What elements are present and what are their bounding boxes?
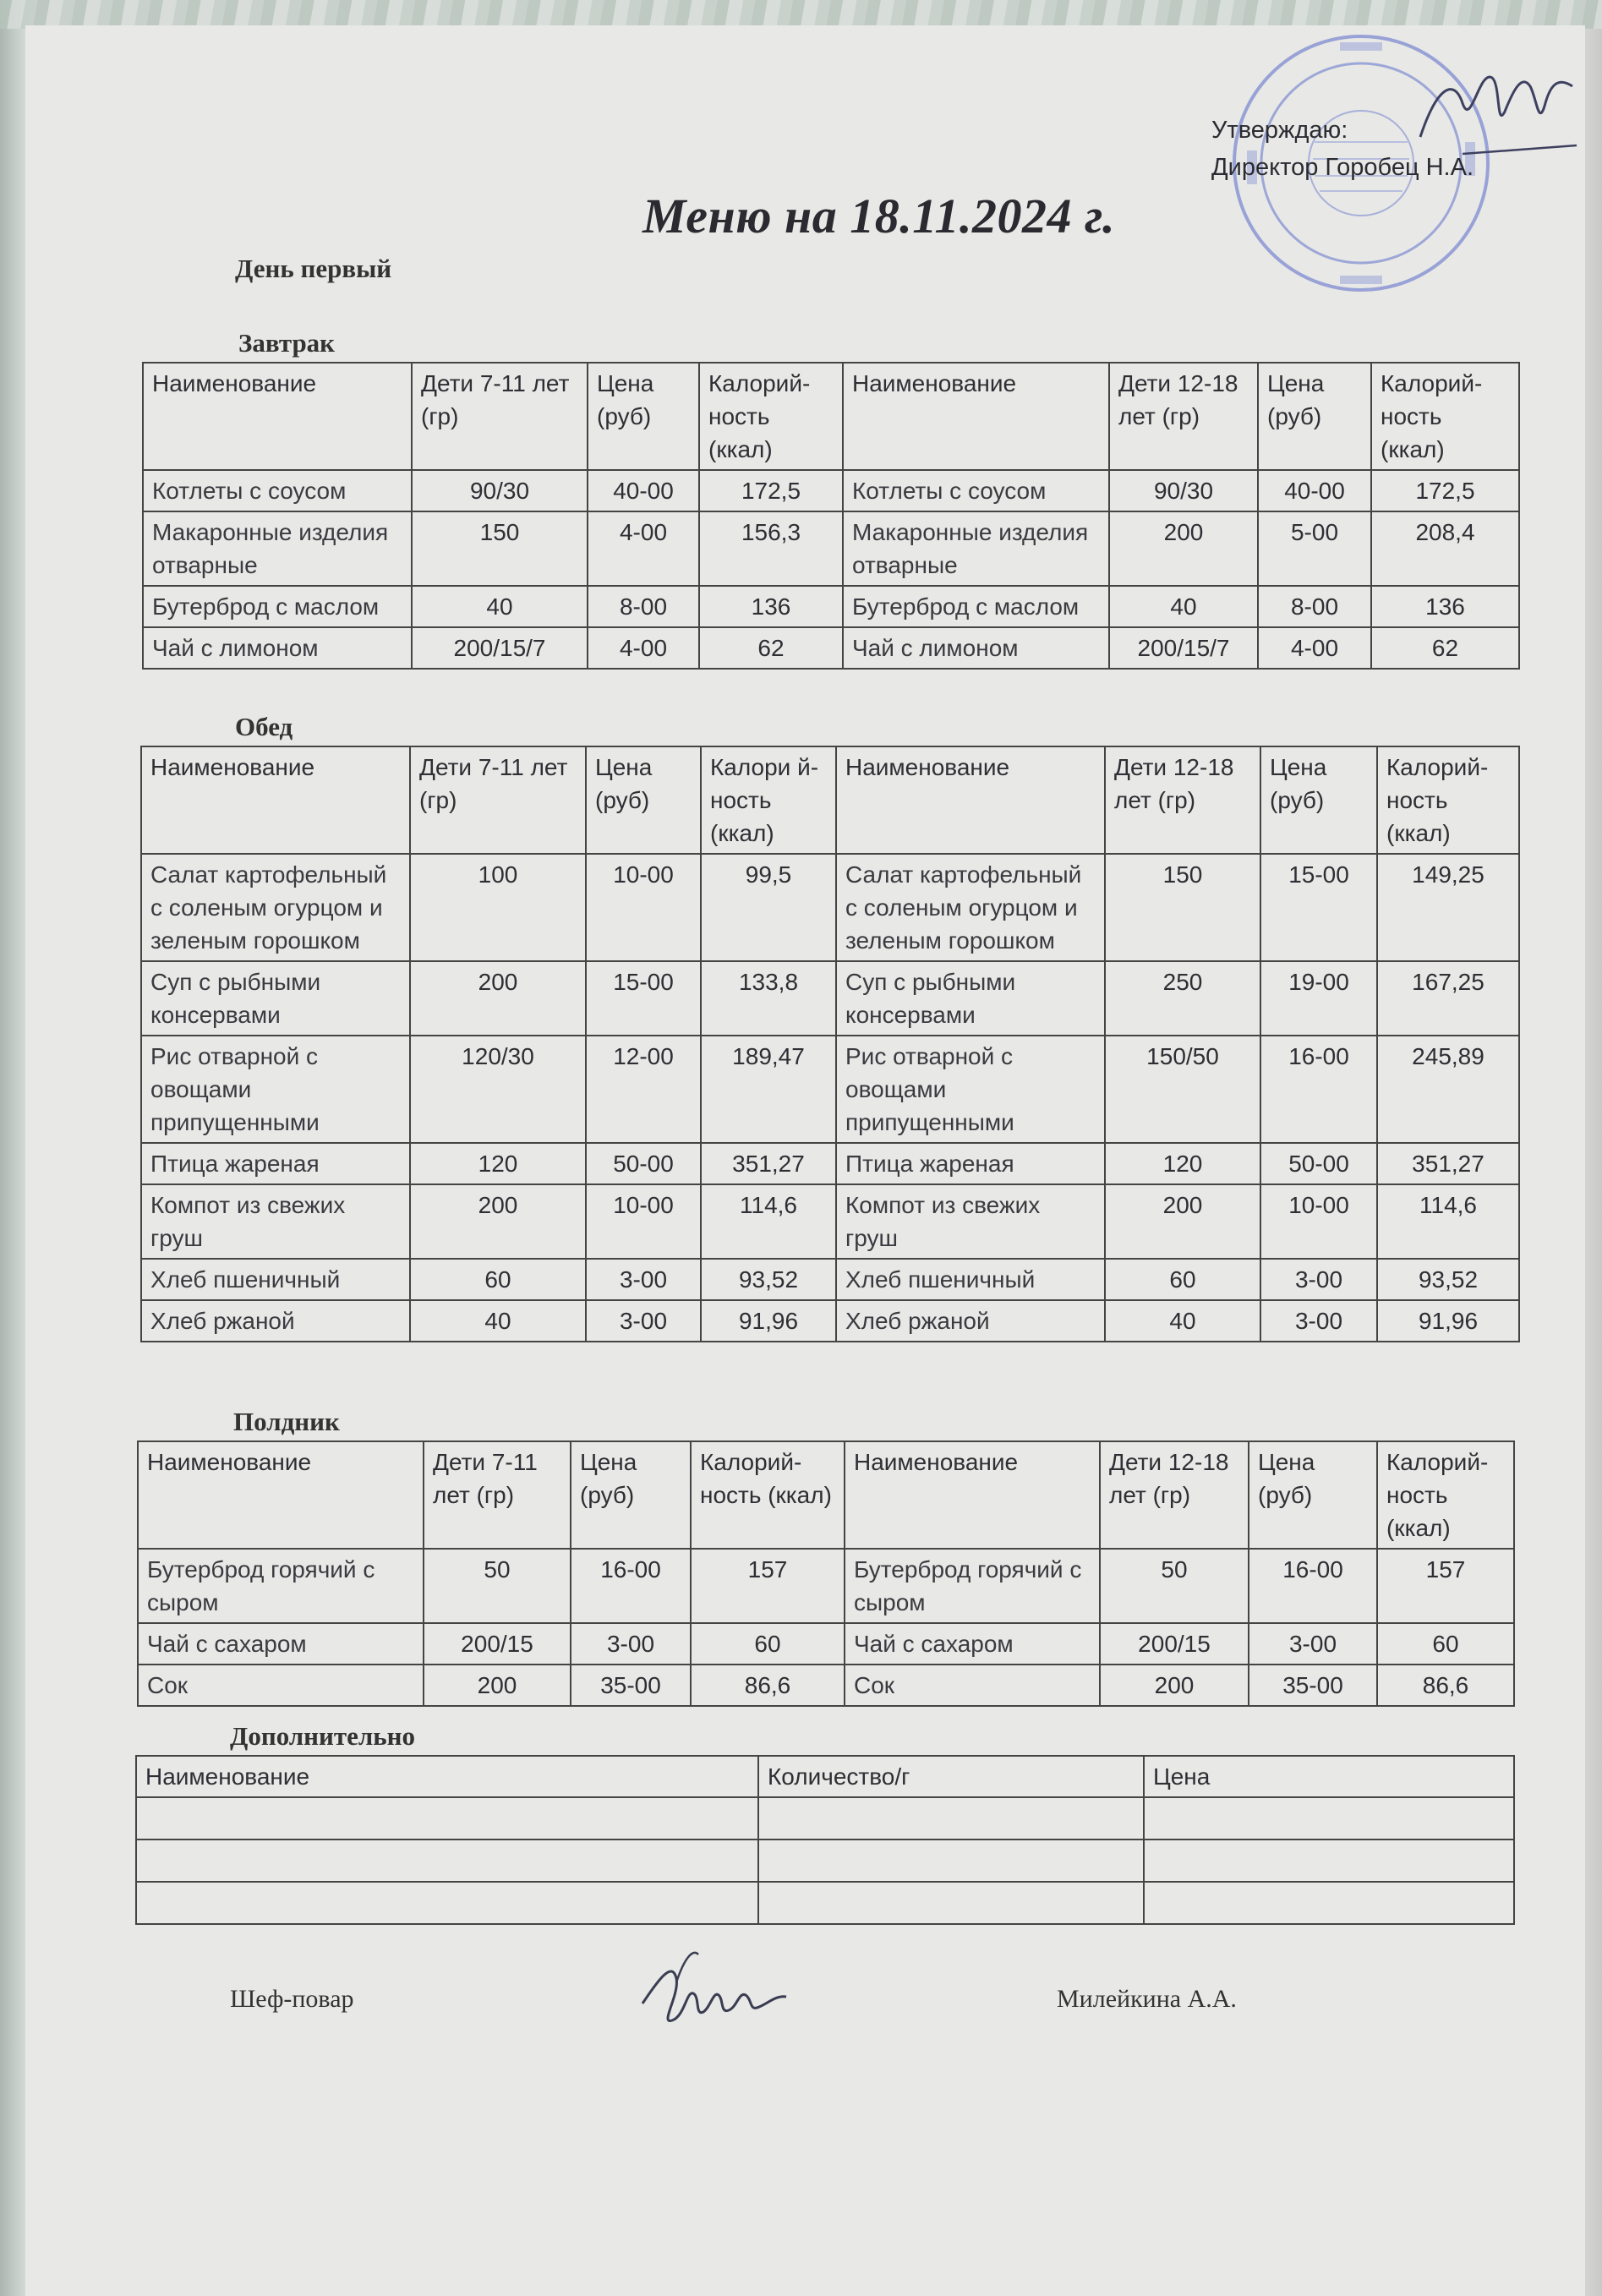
column-header: Дети 12-18 лет (гр) <box>1109 363 1258 470</box>
table-cell: Чай с лимоном <box>843 627 1109 669</box>
table-cell: Салат картофельный с соленым огурцом и зеленым горошком <box>141 854 410 961</box>
table-cell: Котлеты с соусом <box>143 470 412 511</box>
table-row <box>141 1036 1519 1143</box>
column-header: Дети 7-11 лет (гр) <box>424 1441 571 1549</box>
table-cell: 40 <box>1105 1300 1260 1342</box>
table-cell: Салат картофельный с соленым огурцом и зеленым горошком <box>836 854 1105 961</box>
table-cell: 200/15/7 <box>1109 627 1258 669</box>
table-cell: 16-00 <box>571 1549 691 1623</box>
table-cell: Хлеб пшеничный <box>141 1259 410 1300</box>
table-cell: 120 <box>410 1143 586 1184</box>
table-cell: Макаронные изделия отварные <box>843 511 1109 586</box>
column-header: Дети 7-11 лет (гр) <box>410 746 586 854</box>
table-cell: 50 <box>1100 1549 1249 1623</box>
table-cell: 3-00 <box>571 1623 691 1665</box>
table-cell: 93,52 <box>701 1259 836 1300</box>
table-cell: 90/30 <box>1109 470 1258 511</box>
column-header: Наименование <box>136 1756 758 1797</box>
table-cell: Рис отварной с овощами припущенными <box>141 1036 410 1143</box>
table-cell: 200 <box>1105 1184 1260 1259</box>
column-header: Цена (руб) <box>588 363 699 470</box>
table-cell: 86,6 <box>1377 1665 1514 1706</box>
table-cell: 8-00 <box>1258 586 1371 627</box>
table-cell: 200/15 <box>1100 1623 1249 1665</box>
lunch-header-row <box>141 746 1519 854</box>
table-cell: 40 <box>412 586 588 627</box>
table-row <box>143 586 1519 627</box>
table-cell: 8-00 <box>588 586 699 627</box>
table-cell <box>136 1882 758 1924</box>
table-cell: 200 <box>424 1665 571 1706</box>
table-cell: 50-00 <box>1260 1143 1377 1184</box>
column-header: Дети 7-11 лет (гр) <box>412 363 588 470</box>
column-header: Наименование <box>845 1441 1100 1549</box>
table-cell: 172,5 <box>699 470 843 511</box>
table-cell: 157 <box>691 1549 845 1623</box>
table-cell: 10-00 <box>586 1184 701 1259</box>
table-row <box>141 854 1519 961</box>
table-row <box>136 1882 1514 1924</box>
column-header: Цена (руб) <box>1249 1441 1377 1549</box>
column-header: Калорий-ность (ккал) <box>699 363 843 470</box>
table-cell: Чай с сахаром <box>138 1623 424 1665</box>
table-cell: 351,27 <box>1377 1143 1519 1184</box>
table-cell: Сок <box>845 1665 1100 1706</box>
table-cell: Хлеб ржаной <box>141 1300 410 1342</box>
table-cell <box>136 1840 758 1882</box>
table-row <box>136 1797 1514 1840</box>
table-cell: 91,96 <box>701 1300 836 1342</box>
table-row <box>143 511 1519 586</box>
table-row <box>138 1549 1514 1623</box>
table-row <box>141 961 1519 1036</box>
table-cell: 99,5 <box>701 854 836 961</box>
chef-name: Милейкина А.А. <box>1057 1985 1237 2013</box>
approval-block <box>1211 112 1474 186</box>
table-cell: Чай с лимоном <box>143 627 412 669</box>
table-cell: 172,5 <box>1371 470 1519 511</box>
table-row <box>143 470 1519 511</box>
table-cell: 5-00 <box>1258 511 1371 586</box>
table-cell <box>1144 1797 1514 1840</box>
table-cell: 136 <box>1371 586 1519 627</box>
table-cell: 156,3 <box>699 511 843 586</box>
table-cell: 157 <box>1377 1549 1514 1623</box>
snack-header-row <box>138 1441 1514 1549</box>
table-cell: 136 <box>699 586 843 627</box>
table-cell: 93,52 <box>1377 1259 1519 1300</box>
column-header: Калорий-ность (ккал) <box>1377 1441 1514 1549</box>
table-cell: 15-00 <box>1260 854 1377 961</box>
table-cell: 91,96 <box>1377 1300 1519 1342</box>
table-cell: 12-00 <box>586 1036 701 1143</box>
table-cell: 10-00 <box>586 854 701 961</box>
table-cell: 100 <box>410 854 586 961</box>
table-cell: 60 <box>691 1623 845 1665</box>
table-cell: 351,27 <box>701 1143 836 1184</box>
column-header: Количество/г <box>758 1756 1144 1797</box>
table-cell: Хлеб ржаной <box>836 1300 1105 1342</box>
table-cell: 150 <box>412 511 588 586</box>
column-header: Калорий-ность (ккал) <box>691 1441 845 1549</box>
breakfast-table <box>142 362 1520 670</box>
table-row <box>141 1300 1519 1342</box>
table-cell: 4-00 <box>588 511 699 586</box>
table-cell: Компот из свежих груш <box>836 1184 1105 1259</box>
table-cell: Котлеты с соусом <box>843 470 1109 511</box>
snack-table <box>137 1440 1515 1707</box>
table-cell: Суп с рыбными консервами <box>141 961 410 1036</box>
table-cell: Сок <box>138 1665 424 1706</box>
table-cell: 200/15/7 <box>412 627 588 669</box>
column-header: Дети 12-18 лет (гр) <box>1105 746 1260 854</box>
table-row <box>138 1665 1514 1706</box>
table-row <box>141 1259 1519 1300</box>
table-cell: Птица жареная <box>141 1143 410 1184</box>
table-row <box>143 627 1519 669</box>
table-cell: 40 <box>410 1300 586 1342</box>
approval-line-2: Директор Горобец Н.А. <box>1211 154 1474 181</box>
table-cell: Бутерброд горячий с сыром <box>138 1549 424 1623</box>
column-header: Наименование <box>843 363 1109 470</box>
table-cell: 60 <box>410 1259 586 1300</box>
table-cell: 50 <box>424 1549 571 1623</box>
table-cell <box>758 1882 1144 1924</box>
table-cell: 40-00 <box>588 470 699 511</box>
lunch-label: Обед <box>235 712 293 741</box>
table-cell: 208,4 <box>1371 511 1519 586</box>
table-cell: 200 <box>410 961 586 1036</box>
extra-header-row <box>136 1756 1514 1797</box>
column-header: Цена (руб) <box>1260 746 1377 854</box>
column-header: Калорий-ность (ккал) <box>1377 746 1519 854</box>
table-cell: 149,25 <box>1377 854 1519 961</box>
table-cell: 114,6 <box>701 1184 836 1259</box>
column-header: Цена (руб) <box>586 746 701 854</box>
table-cell: 50-00 <box>586 1143 701 1184</box>
table-cell <box>1144 1840 1514 1882</box>
table-cell: 4-00 <box>1258 627 1371 669</box>
table-cell: 62 <box>699 627 843 669</box>
chef-signature-icon <box>626 1944 795 2037</box>
table-cell: 4-00 <box>588 627 699 669</box>
column-header: Цена (руб) <box>571 1441 691 1549</box>
table-cell <box>758 1840 1144 1882</box>
snack-label: Полдник <box>233 1407 340 1436</box>
table-cell: Бутерброд с маслом <box>843 586 1109 627</box>
extra-label: Дополнительно <box>230 1721 416 1751</box>
table-cell <box>136 1797 758 1840</box>
extra-table <box>135 1755 1515 1925</box>
table-cell <box>1144 1882 1514 1924</box>
table-cell: Бутерброд горячий с сыром <box>845 1549 1100 1623</box>
table-row <box>141 1143 1519 1184</box>
table-cell: 250 <box>1105 961 1260 1036</box>
table-cell: Бутерброд с маслом <box>143 586 412 627</box>
column-header: Наименование <box>138 1441 424 1549</box>
table-cell: 16-00 <box>1249 1549 1377 1623</box>
table-cell: 35-00 <box>1249 1665 1377 1706</box>
table-cell: 200 <box>1109 511 1258 586</box>
table-cell: 62 <box>1371 627 1519 669</box>
table-cell: 40 <box>1109 586 1258 627</box>
table-cell: Компот из свежих груш <box>141 1184 410 1259</box>
table-cell: 35-00 <box>571 1665 691 1706</box>
table-cell: 3-00 <box>1249 1623 1377 1665</box>
table-cell: 120 <box>1105 1143 1260 1184</box>
table-cell: Макаронные изделия отварные <box>143 511 412 586</box>
table-cell: 3-00 <box>586 1300 701 1342</box>
column-header: Наименование <box>141 746 410 854</box>
table-cell: 3-00 <box>1260 1300 1377 1342</box>
approval-line-1: Утверждаю: <box>1211 117 1348 144</box>
table-cell <box>758 1797 1144 1840</box>
table-cell: 90/30 <box>412 470 588 511</box>
table-cell: 200/15 <box>424 1623 571 1665</box>
table-cell: Суп с рыбными консервами <box>836 961 1105 1036</box>
table-cell: 19-00 <box>1260 961 1377 1036</box>
table-row <box>141 1184 1519 1259</box>
table-cell: 3-00 <box>586 1259 701 1300</box>
table-cell: Чай с сахаром <box>845 1623 1100 1665</box>
table-cell: 3-00 <box>1260 1259 1377 1300</box>
table-cell: 200 <box>1100 1665 1249 1706</box>
table-cell: Хлеб пшеничный <box>836 1259 1105 1300</box>
column-header: Цена (руб) <box>1258 363 1371 470</box>
chef-role: Шеф-повар <box>230 1985 354 2013</box>
table-cell: 60 <box>1377 1623 1514 1665</box>
table-cell: 133,8 <box>701 961 836 1036</box>
column-header: Наименование <box>836 746 1105 854</box>
table-cell: 40-00 <box>1258 470 1371 511</box>
table-cell: 15-00 <box>586 961 701 1036</box>
table-cell: 150/50 <box>1105 1036 1260 1143</box>
breakfast-header-row <box>143 363 1519 470</box>
breakfast-label: Завтрак <box>238 328 336 358</box>
table-cell: Рис отварной с овощами припущенными <box>836 1036 1105 1143</box>
table-cell: 245,89 <box>1377 1036 1519 1143</box>
table-row <box>138 1623 1514 1665</box>
table-cell: 167,25 <box>1377 961 1519 1036</box>
table-cell: 60 <box>1105 1259 1260 1300</box>
column-header: Дети 12-18 лет (гр) <box>1100 1441 1249 1549</box>
table-cell: Птица жареная <box>836 1143 1105 1184</box>
page-title: Меню на 18.11.2024 г. <box>642 189 1116 243</box>
column-header: Цена <box>1144 1756 1514 1797</box>
table-cell: 86,6 <box>691 1665 845 1706</box>
table-cell: 200 <box>410 1184 586 1259</box>
table-cell: 114,6 <box>1377 1184 1519 1259</box>
table-cell: 189,47 <box>701 1036 836 1143</box>
day-label: День первый <box>235 254 392 283</box>
table-row <box>136 1840 1514 1882</box>
column-header: Наименование <box>143 363 412 470</box>
table-cell: 10-00 <box>1260 1184 1377 1259</box>
column-header: Калорий-ность (ккал) <box>1371 363 1519 470</box>
table-cell: 16-00 <box>1260 1036 1377 1143</box>
lunch-table <box>140 746 1520 1342</box>
table-cell: 120/30 <box>410 1036 586 1143</box>
column-header: Калори й-ность (ккал) <box>701 746 836 854</box>
table-cell: 150 <box>1105 854 1260 961</box>
